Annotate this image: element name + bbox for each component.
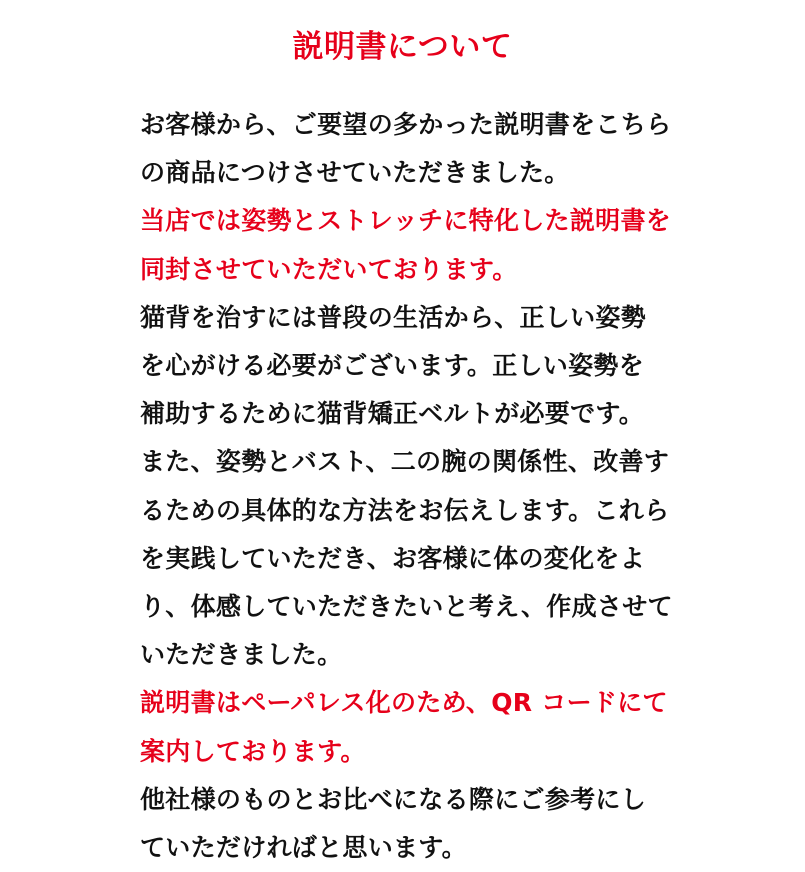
text-line: 補助するために猫背矯正ベルトが必要です。 [140,399,645,429]
text-line: 案内しております。 [140,736,366,766]
page-title: 説明書について [292,29,513,65]
text-line: を実践していただき、お客様に体の変化をよ [140,543,646,573]
text-line: お客様から、ご要望の多かった説明書をこちら [140,110,672,139]
text-line: いただきました。 [140,640,343,670]
description-text-block [140,101,673,872]
text-line: を心がける必要がございます。正しい姿勢を [140,351,645,381]
text-line: るための具体的な方法をお伝えします。これら [140,495,670,525]
text-line: 説明書はペーパレス化のため、QR コードにて [140,688,668,718]
text-line: 同封させていただいております。 [140,254,518,284]
text-line: また、姿勢とバスト、二の腕の関係性、改善す [140,447,670,477]
text-line: の商品につけさせていただきました。 [140,158,570,188]
text-line: 猫背を治すには普段の生活から、正しい姿勢 [140,302,647,332]
text-line: ていただければと思います。 [140,833,467,863]
text-line: 当店では姿勢とストレッチに特化した説明書を [140,206,672,236]
text-line: り、体感していただきたいと考え、作成させて [140,592,673,622]
text-line: 他社様のものとお比べになる際にご参考にし [140,784,647,814]
